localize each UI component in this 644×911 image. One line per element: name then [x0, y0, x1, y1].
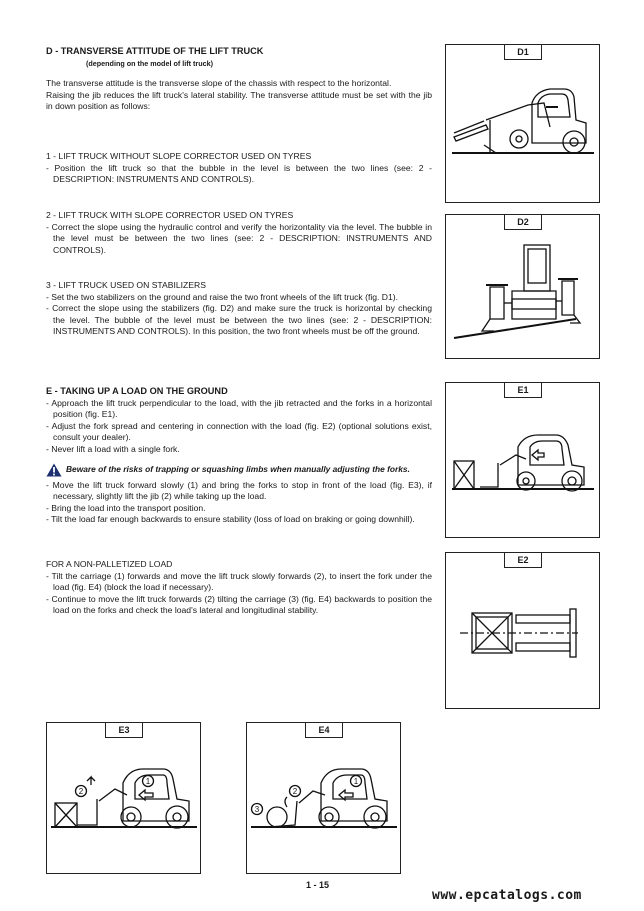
watermark-url: www.epcatalogs.com [432, 888, 582, 903]
section-e [46, 386, 432, 526]
lift-truck-take-up-load-drawing [47, 723, 200, 873]
figure-e4-label: E4 [305, 722, 343, 738]
section-d2-title: 2 - LIFT TRUCK WITH SLOPE CORRECTOR USED ON TYRES [46, 210, 294, 220]
callout-1: 1 [145, 777, 151, 786]
section-d [46, 46, 432, 113]
figure-d2 [445, 214, 600, 359]
figure-e1 [445, 382, 600, 538]
figure-e2 [445, 552, 600, 709]
figure-d1 [445, 44, 600, 203]
callout-2: 2 [292, 787, 298, 796]
section-d1-item1: - Position the lift truck so that the bubble in the level is between the two lines (see: 2 - DESCRIPTION: INSTRUMENTS AND CONTROLS). [46, 162, 432, 185]
section-d3-title: 3 - LIFT TRUCK USED ON STABILIZERS [46, 280, 206, 290]
figure-e4 [246, 722, 401, 874]
figure-e2-label: E2 [504, 552, 542, 568]
section-d-title: D - TRANSVERSE ATTITUDE OF THE LIFT TRUCK [46, 46, 264, 56]
fork-spread-top-view-drawing [446, 553, 599, 708]
lift-truck-front-view-drawing [446, 215, 599, 358]
page-number: 1 - 15 [306, 880, 330, 890]
section-d3-item1: - Set the two stabilizers on the ground and raise the two front wheels of the lift truck (fig. D1). [46, 291, 399, 302]
section-nonpalletized [46, 559, 432, 617]
section-d2 [46, 210, 432, 256]
section-d-subtitle: (depending on the model of lift truck) [86, 58, 213, 68]
section-d2-item1: - Correct the slope using the hydraulic control and verify the horizontality via the level. The bubble in the level must be between the two lines (see: 2 - DESCRIPTION: INSTRUMENTS AND CONTROLS). [46, 221, 432, 255]
section-e-item2: - Adjust the fork spread and centering in connection with the load (fig. E2) (optional solutions exist, consult your dealer). [46, 420, 432, 443]
section-d1-title: 1 - LIFT TRUCK WITHOUT SLOPE CORRECTOR USED ON TYRES [46, 151, 312, 161]
warning-note [46, 463, 432, 477]
section-d3-item2: - Correct the slope using the stabilizers (fig. D2) and make sure the truck is horizontal by checking the level. The bubble of the level must be between the two lines (see: 2 - DESCRIPTION: INSTRUMENTS AND CONTROLS). In this position, the two front wheels must be off the ground. [46, 303, 432, 337]
nonpalletized-title: FOR A NON-PALLETIZED LOAD [46, 559, 173, 569]
section-e-item5: - Bring the load into the transport position. [46, 502, 206, 513]
lift-truck-non-palletized-load-drawing [247, 723, 400, 873]
figure-d1-label: D1 [504, 44, 542, 60]
nonpalletized-item2: - Continue to move the lift truck forwards (2) tilting the carriage (3) (fig. E4) backwards to position the load on the forks and check the load's lateral and longitudinal stability. [46, 593, 432, 616]
callout-2: 2 [78, 787, 84, 796]
section-d1 [46, 151, 432, 186]
warning-text: Beware of the risks of trapping or squashing limbs when manually adjusting the forks. [66, 463, 410, 474]
section-e-item3: - Never lift a load with a single fork. [46, 443, 180, 454]
section-e-item6: - Tilt the load far enough backwards to ensure stability (loss of load on braking or going downhill). [46, 514, 415, 525]
lift-truck-on-stabilizers-side-drawing [446, 45, 599, 202]
lift-truck-approach-load-drawing [446, 383, 599, 537]
section-d-intro2: Raising the jib reduces the lift truck's lateral stability. The transverse attitude must be set with the jib in down position as follows: [46, 89, 432, 112]
figure-e1-label: E1 [504, 382, 542, 398]
section-e-item1: - Approach the lift truck perpendicular to the load, with the jib retracted and the forks in a horizontal position (fig. E1). [46, 397, 432, 420]
section-d3 [46, 280, 432, 338]
section-d-intro1: The transverse attitude is the transverse slope of the chassis with respect to the horizontal. [46, 78, 392, 89]
section-e-title: E - TAKING UP A LOAD ON THE GROUND [46, 386, 228, 396]
figure-d2-label: D2 [504, 214, 542, 230]
callout-3: 3 [254, 805, 260, 814]
figure-e3 [46, 722, 201, 874]
nonpalletized-item1: - Tilt the carriage (1) forwards and move the lift truck slowly forwards (2), to insert the fork under the load (fig. E4) (block the load if necessary). [46, 570, 432, 593]
warning-icon [46, 463, 62, 477]
figure-e3-label: E3 [105, 722, 143, 738]
callout-1: 1 [353, 777, 359, 786]
section-e-item4: - Move the lift truck forward slowly (1) and bring the forks to stop in front of the load (fig. E3), if necessary, slightly lift the jib (2) while taking up the load. [46, 479, 432, 502]
